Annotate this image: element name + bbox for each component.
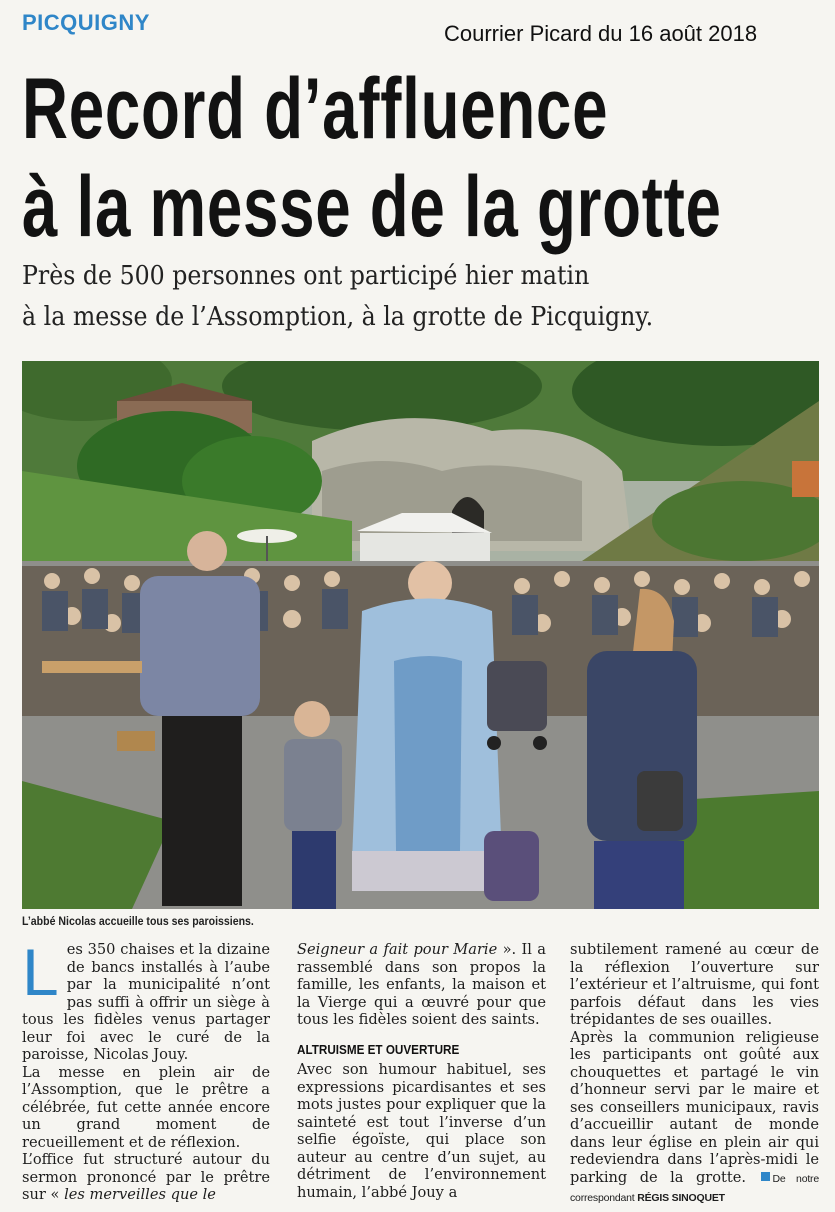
paragraph-4-text: subtilement ramené au cœur de la réflexion l’ouverture sur l’extérieur et l’altruisme, qui font parfois défaut dans les vies trépidantes de ses ouailles. (570, 941, 819, 1028)
sermon-quote: les merveilles que le (64, 1186, 216, 1203)
paragraph-3-text: ». Il a rassemblé dans son propos la famille, les enfants, la maison et la Vierge qui a œuvré pour que tous les fidèles soient des saints. (297, 941, 546, 1028)
article-column-1 (22, 941, 270, 1203)
article-photo (22, 361, 819, 909)
photo-caption: L’abbé Nicolas accueille tous ses paroissiens. (22, 914, 254, 928)
byline-marker (761, 1172, 770, 1181)
paragraph-1-text: es 350 chaises et la dizaine de bancs installés à l’aube par la municipalité n’ont pas suffi à offrir un siège à tous les fidèles venus partager leur foi avec le curé de la paroisse, Nicolas Jouy. (22, 941, 270, 1063)
paragraph-2 (22, 1064, 270, 1152)
article-column-3 (570, 941, 819, 1203)
photo-illustration (22, 361, 819, 909)
paragraph-5-text: Après la communion religieuse les participants ont goûté aux chouquettes et partagé le vin d’honneur servi par le maire et ses conseillers municipaux, ravis d’accueillir autant de monde dans leur église en plein air qui redeviendra dans l’après-midi le parking de la grotte. (570, 1028, 819, 1186)
subhead: ALTRUISME ET OUVERTURE (297, 1041, 460, 1057)
publication-source: Courrier Picard du 16 août 2018 (444, 21, 758, 46)
byline-prefix: De notre correspondant (570, 1172, 819, 1203)
paragraph-3-text: L’office fut structuré autour du sermon prononcé par le prêtre sur « (22, 1151, 270, 1203)
paragraph-4 (297, 1061, 546, 1201)
paragraph-1 (22, 941, 270, 1064)
sermon-quote: Seigneur a fait pour Marie (297, 941, 498, 958)
section-kicker: PICQUIGNY (22, 10, 150, 35)
headline-line-2: à la messe de la grotte (22, 159, 722, 255)
paragraph-5 (570, 1029, 819, 1204)
drop-cap: L (22, 941, 59, 1009)
deck-line-2: à la messe de l’Assomption, à la grotte de Picquigny. (22, 302, 654, 332)
headline-line-1: Record d’affluence (22, 61, 609, 157)
paragraph-3 (22, 1151, 270, 1203)
byline-name: RÉGIS SINOQUET (637, 1192, 725, 1203)
paragraph-3-cont (297, 941, 546, 1029)
paragraph-4-cont (570, 941, 819, 1029)
paragraph-4-text: Avec son humour habituel, ses expressions picardisantes et ses mots justes pour expliquer que la sainteté est tout l’inverse d’un selfie égoïste, qui place son auteur au centre d’un sujet, au détriment de l’environnement humain, l’abbé Jouy a (297, 1061, 546, 1201)
article-column-2 (297, 941, 546, 1203)
deck-line-1: Près de 500 personnes ont participé hier matin (22, 261, 590, 291)
paragraph-2-text: La messe en plein air de l’Assomption, que le prêtre a célébrée, fut cette année encore un grand moment de recueillement et de réflexion. (22, 1063, 270, 1151)
